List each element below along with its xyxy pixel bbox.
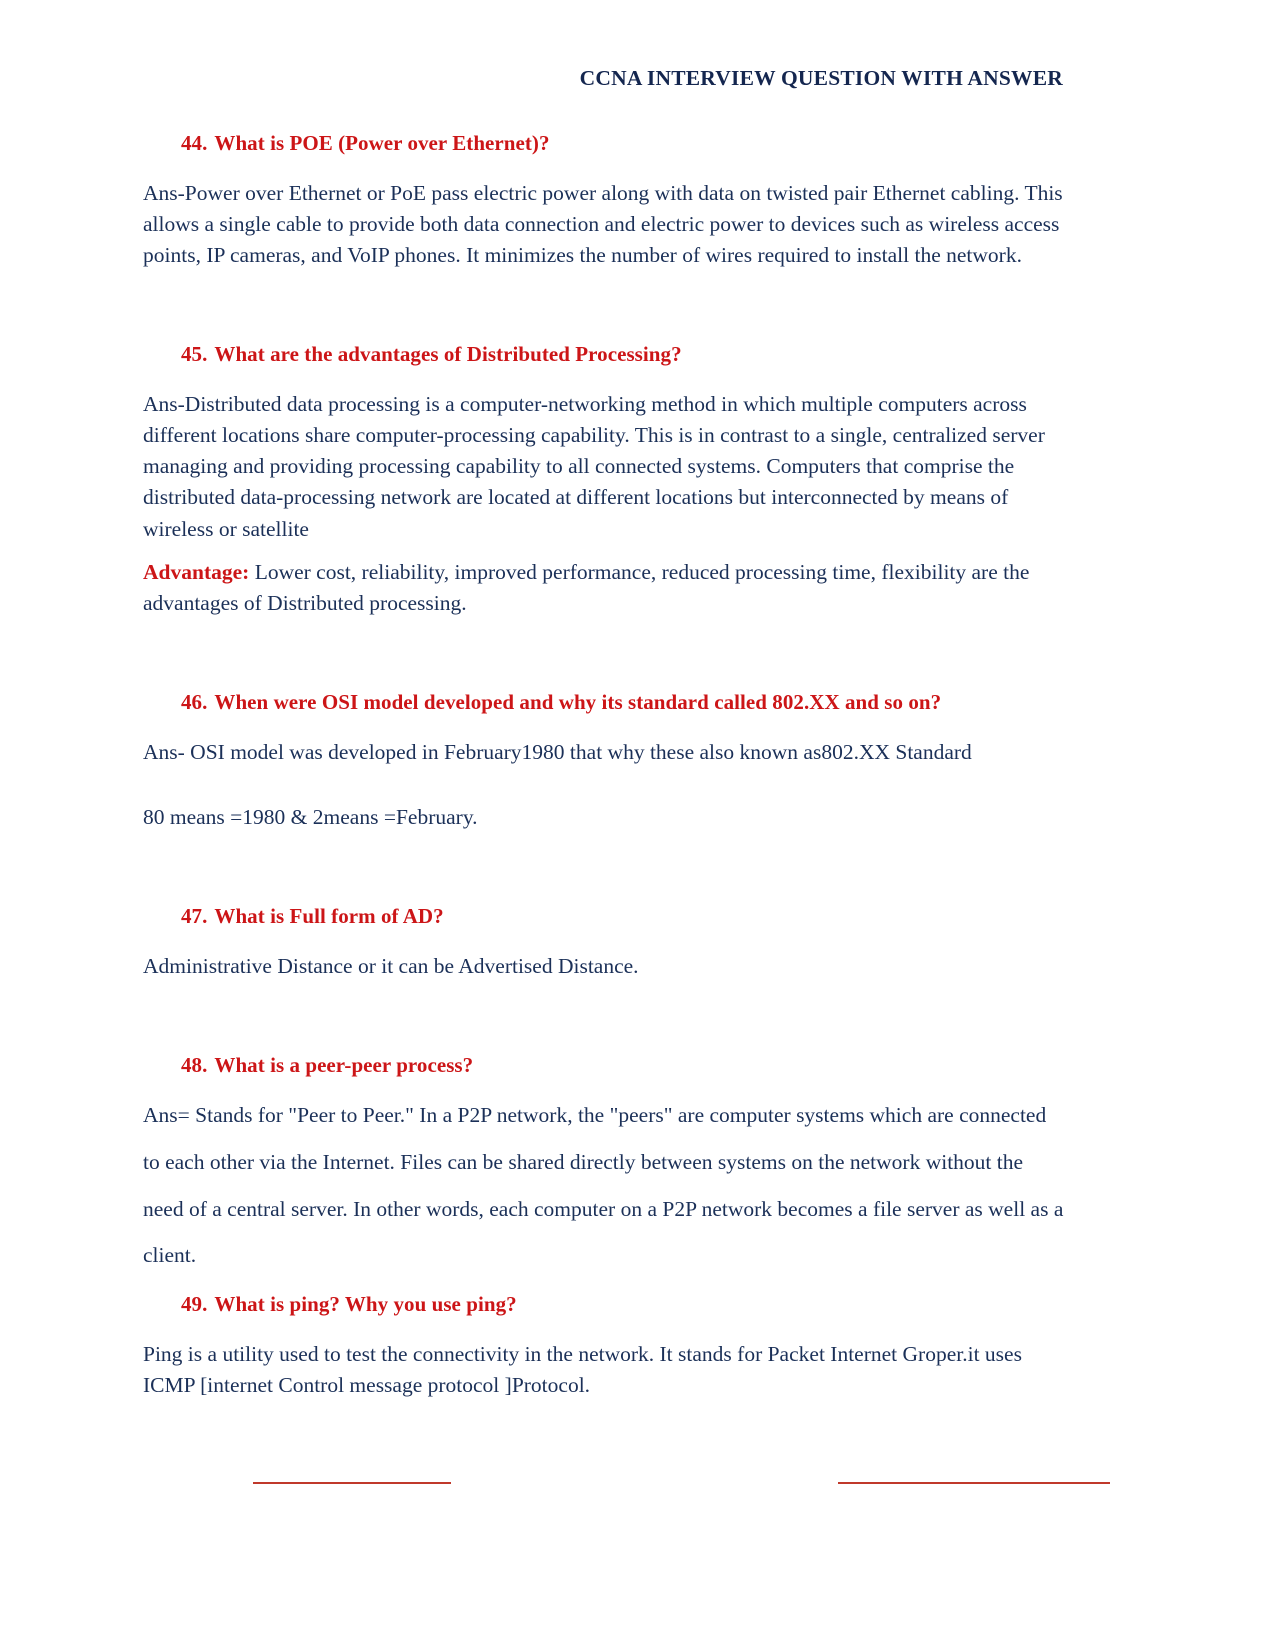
spacer: [143, 768, 1068, 802]
spacer: [143, 1279, 1068, 1291]
answer-text-44: Ans-Power over Ethernet or PoE pass electric power along with data on twisted pair Ethernet cabling. This allows a single cable to provide both data connection and electric power to devices such as wireless access points, IP cameras, and VoIP phones. It minimizes the number of wires required to install the network.: [143, 180, 1063, 268]
footer-rule-right: [838, 1482, 1110, 1484]
spacer: [143, 833, 1068, 903]
qa-block-48: [143, 1052, 1068, 1279]
document-header-title: CCNA INTERVIEW QUESTION WITH ANSWER: [579, 66, 1063, 90]
document-body: [143, 130, 1068, 1401]
advantage-paragraph-45: [143, 557, 1068, 619]
answer-text-46-line2: 80 means =1980 & 2means =February.: [143, 805, 478, 830]
advantage-label: Advantage:: [143, 559, 250, 584]
question-text-48: What is a peer-peer process?: [214, 1053, 474, 1078]
spacer: [143, 369, 1068, 389]
spacer: [143, 158, 1068, 178]
answer-text-47: Administrative Distance or it can be Advertised Distance.: [143, 953, 639, 978]
qa-block-46: [143, 689, 1068, 833]
footer-rules: [143, 1482, 1132, 1485]
advantage-text: Lower cost, reliability, improved performance, reduced processing time, flexibility are the advantages of Distributed processing.: [143, 559, 1030, 615]
qa-block-45: [143, 341, 1068, 619]
answer-text-48: Ans= Stands for "Peer to Peer." In a P2P network, the "peers" are computer systems which are connected to each other via the Internet. Files can be shared directly between systems on the network without the need of a central server. In other words, each computer on a P2P network becomes a file server as well as a client.: [143, 1102, 1064, 1268]
spacer: [143, 545, 1068, 557]
answer-text-49: Ping is a utility used to test the connectivity in the network. It stands for Packet Internet Groper.it uses ICMP [internet Control message protocol ]Protocol.: [143, 1341, 1022, 1398]
answer-text-46: Ans- OSI model was developed in February1980 that why these also known as802.XX Standard: [143, 739, 972, 764]
question-heading-49: [181, 1291, 1068, 1319]
question-heading-44: [181, 130, 1068, 158]
question-number-46: 46.: [181, 690, 208, 715]
spacer: [143, 717, 1068, 737]
question-number-48: 48.: [181, 1053, 208, 1078]
spacer: [143, 619, 1068, 689]
question-text-46: When were OSI model developed and why its standard called 802.XX and so on?: [214, 690, 942, 715]
spacer: [143, 271, 1068, 341]
spacer: [143, 1080, 1068, 1092]
question-heading-45: [181, 341, 1068, 369]
footer-rule-left: [253, 1482, 451, 1484]
question-heading-46: [181, 689, 1068, 717]
spacer: [143, 931, 1068, 951]
answer-text-45: Ans-Distributed data processing is a computer-networking method in which multiple computers across different locations share computer-processing capability. This is in contrast to a single, centralized server managing and providing processing capability to all connected systems. Computers that comprise the distributed data-processing network are located at different locations but interconnected by means of wireless or satellite: [143, 391, 1045, 541]
question-text-44: What is POE (Power over Ethernet)?: [214, 131, 550, 155]
question-heading-47: [181, 903, 1068, 931]
question-text-47: What is Full form of AD?: [214, 904, 444, 929]
question-heading-48: [181, 1052, 1068, 1080]
question-number-45: 45.: [181, 342, 208, 367]
qa-block-49: [143, 1291, 1068, 1401]
question-text-49: What is ping? Why you use ping?: [214, 1292, 517, 1317]
question-number-44: 44.: [181, 131, 208, 155]
question-text-45: What are the advantages of Distributed Processing?: [214, 342, 682, 367]
spacer: [143, 1319, 1068, 1339]
spacer: [143, 982, 1068, 1052]
qa-block-47: [143, 903, 1068, 982]
question-number-49: 49.: [181, 1292, 208, 1317]
qa-block-44: [143, 130, 1068, 271]
question-number-47: 47.: [181, 904, 208, 929]
